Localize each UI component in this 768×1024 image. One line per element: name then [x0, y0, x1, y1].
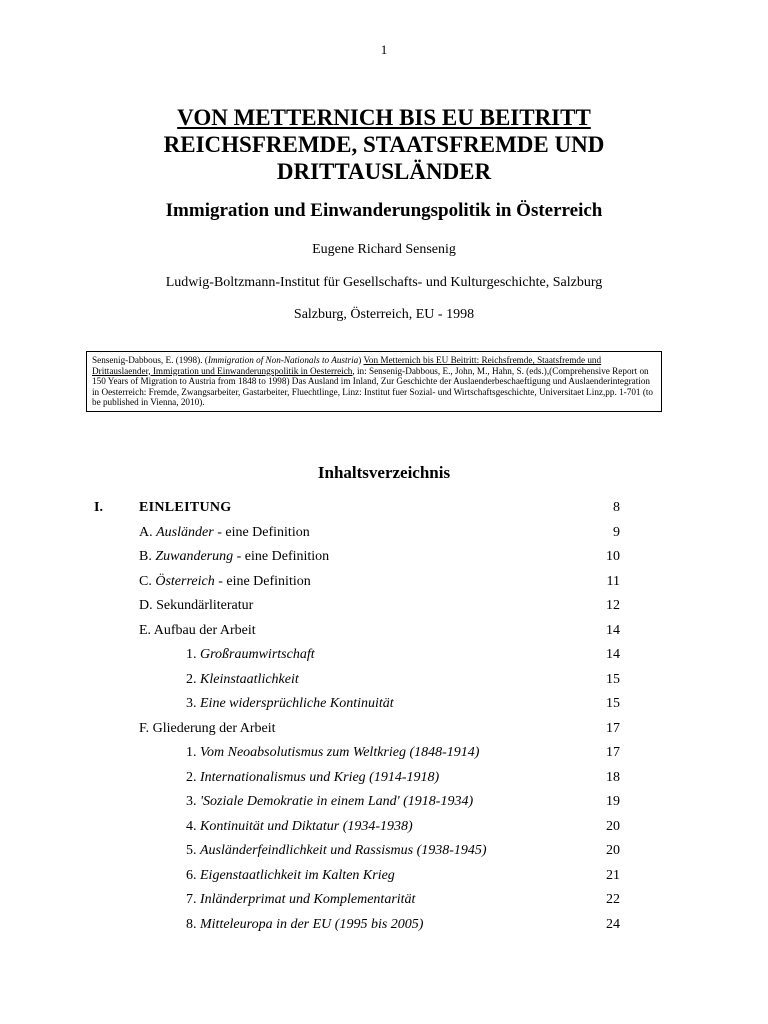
toc-entry-suffix: - eine Definition [233, 549, 330, 564]
citation-italic-title: Immigration of Non-Nationals to Austria [207, 355, 359, 365]
toc-entry-suffix: - eine Definition [214, 573, 311, 589]
toc-entry [0, 866, 768, 886]
toc-entry-prefix: F. Gliederung der Arbeit [139, 720, 276, 736]
toc-page-number: 21 [606, 867, 620, 883]
toc-page-number: 9 [613, 524, 620, 540]
citation-underlined-title: Von Metternich bis EU Beitritt: Reichsfremde, Staatsfremde und Drittauslaender, Immigration und Einwanderungspolitik in Oesterreich [92, 355, 602, 376]
toc-entry-title [186, 890, 415, 910]
toc-entry [0, 841, 768, 861]
toc-page-number: 14 [606, 622, 620, 638]
toc-entry-title [186, 768, 439, 788]
toc-page-number: 11 [606, 573, 620, 589]
toc-entry-italic: Eine widersprüchliche Kontinuität [200, 696, 394, 711]
citation-part-3: , in: Sensenig-Dabbous, E., John, M., Hahn, S. (eds.),(Comprehensive Report on 150 Years of Migration to Austria from 1848 to 1998) Das Ausland im Inland, Zur Geschichte der Auslaenderbeschaeftigung und Auslaenderintegration in Oesterreich: Fremde, Zwangsarbeiter, Gastarbeiter, Fluechtlinge, Linz: Institut fuer Sozial- und Wirtschaftsgeschichte, Universitaet Linz,pp. 1-701 (to be published in Vienna, 2010). [92, 365, 654, 408]
toc-entry-title [186, 743, 479, 763]
document-subtitle: Immigration und Einwanderungspolitik in Österreich [165, 200, 603, 221]
toc-entry-prefix: A. [139, 524, 157, 540]
toc-entry-italic: Ausländerfeindlichkeit und Rassismus (1938-1945) [200, 843, 487, 858]
toc-entry-prefix: 2. [186, 769, 200, 785]
citation-part-2: ) [358, 355, 364, 365]
toc-page-number: 15 [606, 696, 620, 711]
institute-name: Ludwig-Boltzmann-Institut für Gesellschafts- und Kulturgeschichte, Salzburg [165, 275, 603, 290]
toc-entry [0, 817, 768, 837]
toc-entry [0, 890, 768, 910]
toc-entry [0, 694, 768, 714]
toc-entry-italic: Großraumwirtschaft [200, 647, 315, 662]
toc-entry-title [139, 547, 329, 567]
toc-entry-title [186, 841, 487, 861]
toc-entry-italic: Zuwanderung [155, 549, 234, 564]
toc-entry-title [186, 792, 473, 812]
toc-entry [0, 621, 768, 641]
toc-entry-number: I. [94, 500, 103, 515]
author-name: Eugene Richard Sensenig [312, 242, 456, 257]
toc-entry-title [139, 621, 256, 641]
toc-entry-prefix: D. Sekundärliteratur [139, 598, 254, 613]
toc-entry-prefix: 6. [186, 867, 200, 883]
title-line-3: DRITTAUSLÄNDER [276, 159, 492, 184]
toc-entry-prefix: 7. [186, 892, 200, 907]
toc-entry-title [139, 572, 311, 592]
toc-entry [0, 768, 768, 788]
toc-heading: Inhaltsverzeichnis [317, 463, 451, 482]
title-line-1: VON METTERNICH BIS EU BEITRITT [177, 105, 591, 130]
toc-page-number: 15 [606, 671, 620, 687]
toc-entry-title [186, 694, 394, 714]
toc-entry-title [139, 523, 310, 543]
toc-page-number: 10 [606, 549, 620, 564]
toc-entry-italic: Österreich [155, 573, 215, 589]
toc-entry-italic: Eigenstaatlichkeit im Kalten Krieg [200, 867, 395, 883]
toc-page-number: 12 [606, 598, 620, 613]
toc-entry-title [186, 915, 423, 935]
toc-entry-title [139, 719, 276, 739]
toc-entry-italic: Mitteleuropa in der EU (1995 bis 2005) [200, 916, 424, 932]
toc-entry-title [139, 498, 231, 518]
toc-entry-prefix: 3. [186, 794, 200, 809]
toc-entry-title [186, 670, 299, 690]
toc-entry-prefix: 3. [186, 696, 200, 711]
toc-entry [0, 915, 768, 935]
toc-entry-prefix: 1. [186, 647, 200, 662]
toc-entry [0, 670, 768, 690]
toc-entry-title [186, 645, 315, 665]
toc-page-number: 19 [606, 794, 620, 809]
toc-entry-italic: Kontinuität und Diktatur (1934-1938) [200, 818, 413, 834]
toc-entry-prefix: 2. [186, 671, 200, 687]
toc-page-number: 20 [606, 843, 620, 858]
toc-entry-title [186, 817, 413, 837]
toc-entry-title [139, 596, 253, 616]
toc-entry [0, 645, 768, 665]
toc-entry [0, 523, 768, 543]
toc-entry [0, 498, 768, 518]
title-line-2: REICHSFREMDE, STAATSFREMDE UND [163, 132, 605, 157]
toc-entry-italic: 'Soziale Demokratie in einem Land' (1918-1934) [200, 794, 474, 809]
toc-entry-label: EINLEITUNG [139, 500, 232, 515]
toc-page-number: 22 [606, 892, 620, 907]
toc-entry [0, 719, 768, 739]
toc-entry-italic: Kleinstaatlichkeit [200, 671, 299, 687]
toc-page-number: 20 [606, 818, 620, 834]
toc-entry [0, 596, 768, 616]
toc-entry-prefix: E. Aufbau der Arbeit [139, 622, 256, 638]
toc-entry [0, 572, 768, 592]
toc-entry [0, 792, 768, 812]
toc-page-number: 8 [613, 500, 620, 515]
toc-page-number: 14 [606, 647, 620, 662]
toc-entry [0, 547, 768, 567]
toc-entry-prefix: 5. [186, 843, 200, 858]
toc-entry-prefix: 1. [186, 745, 200, 760]
toc-page-number: 18 [606, 769, 620, 785]
toc-entry-prefix: C. [139, 573, 156, 589]
toc-entry-italic: Vom Neoabsolutismus zum Weltkrieg (1848-1914) [200, 745, 480, 760]
toc-page-number: 17 [606, 720, 620, 736]
toc-entry-italic: Inländerprimat und Komplementarität [200, 892, 416, 907]
toc-entry-italic: Internationalismus und Krieg (1914-1918) [200, 769, 440, 785]
toc-entry-title [186, 866, 395, 886]
place-and-year: Salzburg, Österreich, EU - 1998 [293, 307, 475, 322]
citation-part-1: Sensenig-Dabbous, E. (1998). ( [92, 355, 208, 365]
page-number: 1 [380, 42, 388, 57]
toc-entry [0, 743, 768, 763]
toc-entry-prefix: B. [139, 549, 156, 564]
toc-entry-prefix: 8. [186, 916, 200, 932]
toc-entry-suffix: - eine Definition [213, 524, 310, 540]
toc-entry-italic: Ausländer [156, 524, 214, 540]
toc-page-number: 17 [606, 745, 620, 760]
toc-entry-prefix: 4. [186, 818, 200, 834]
toc-page-number: 24 [606, 916, 620, 932]
